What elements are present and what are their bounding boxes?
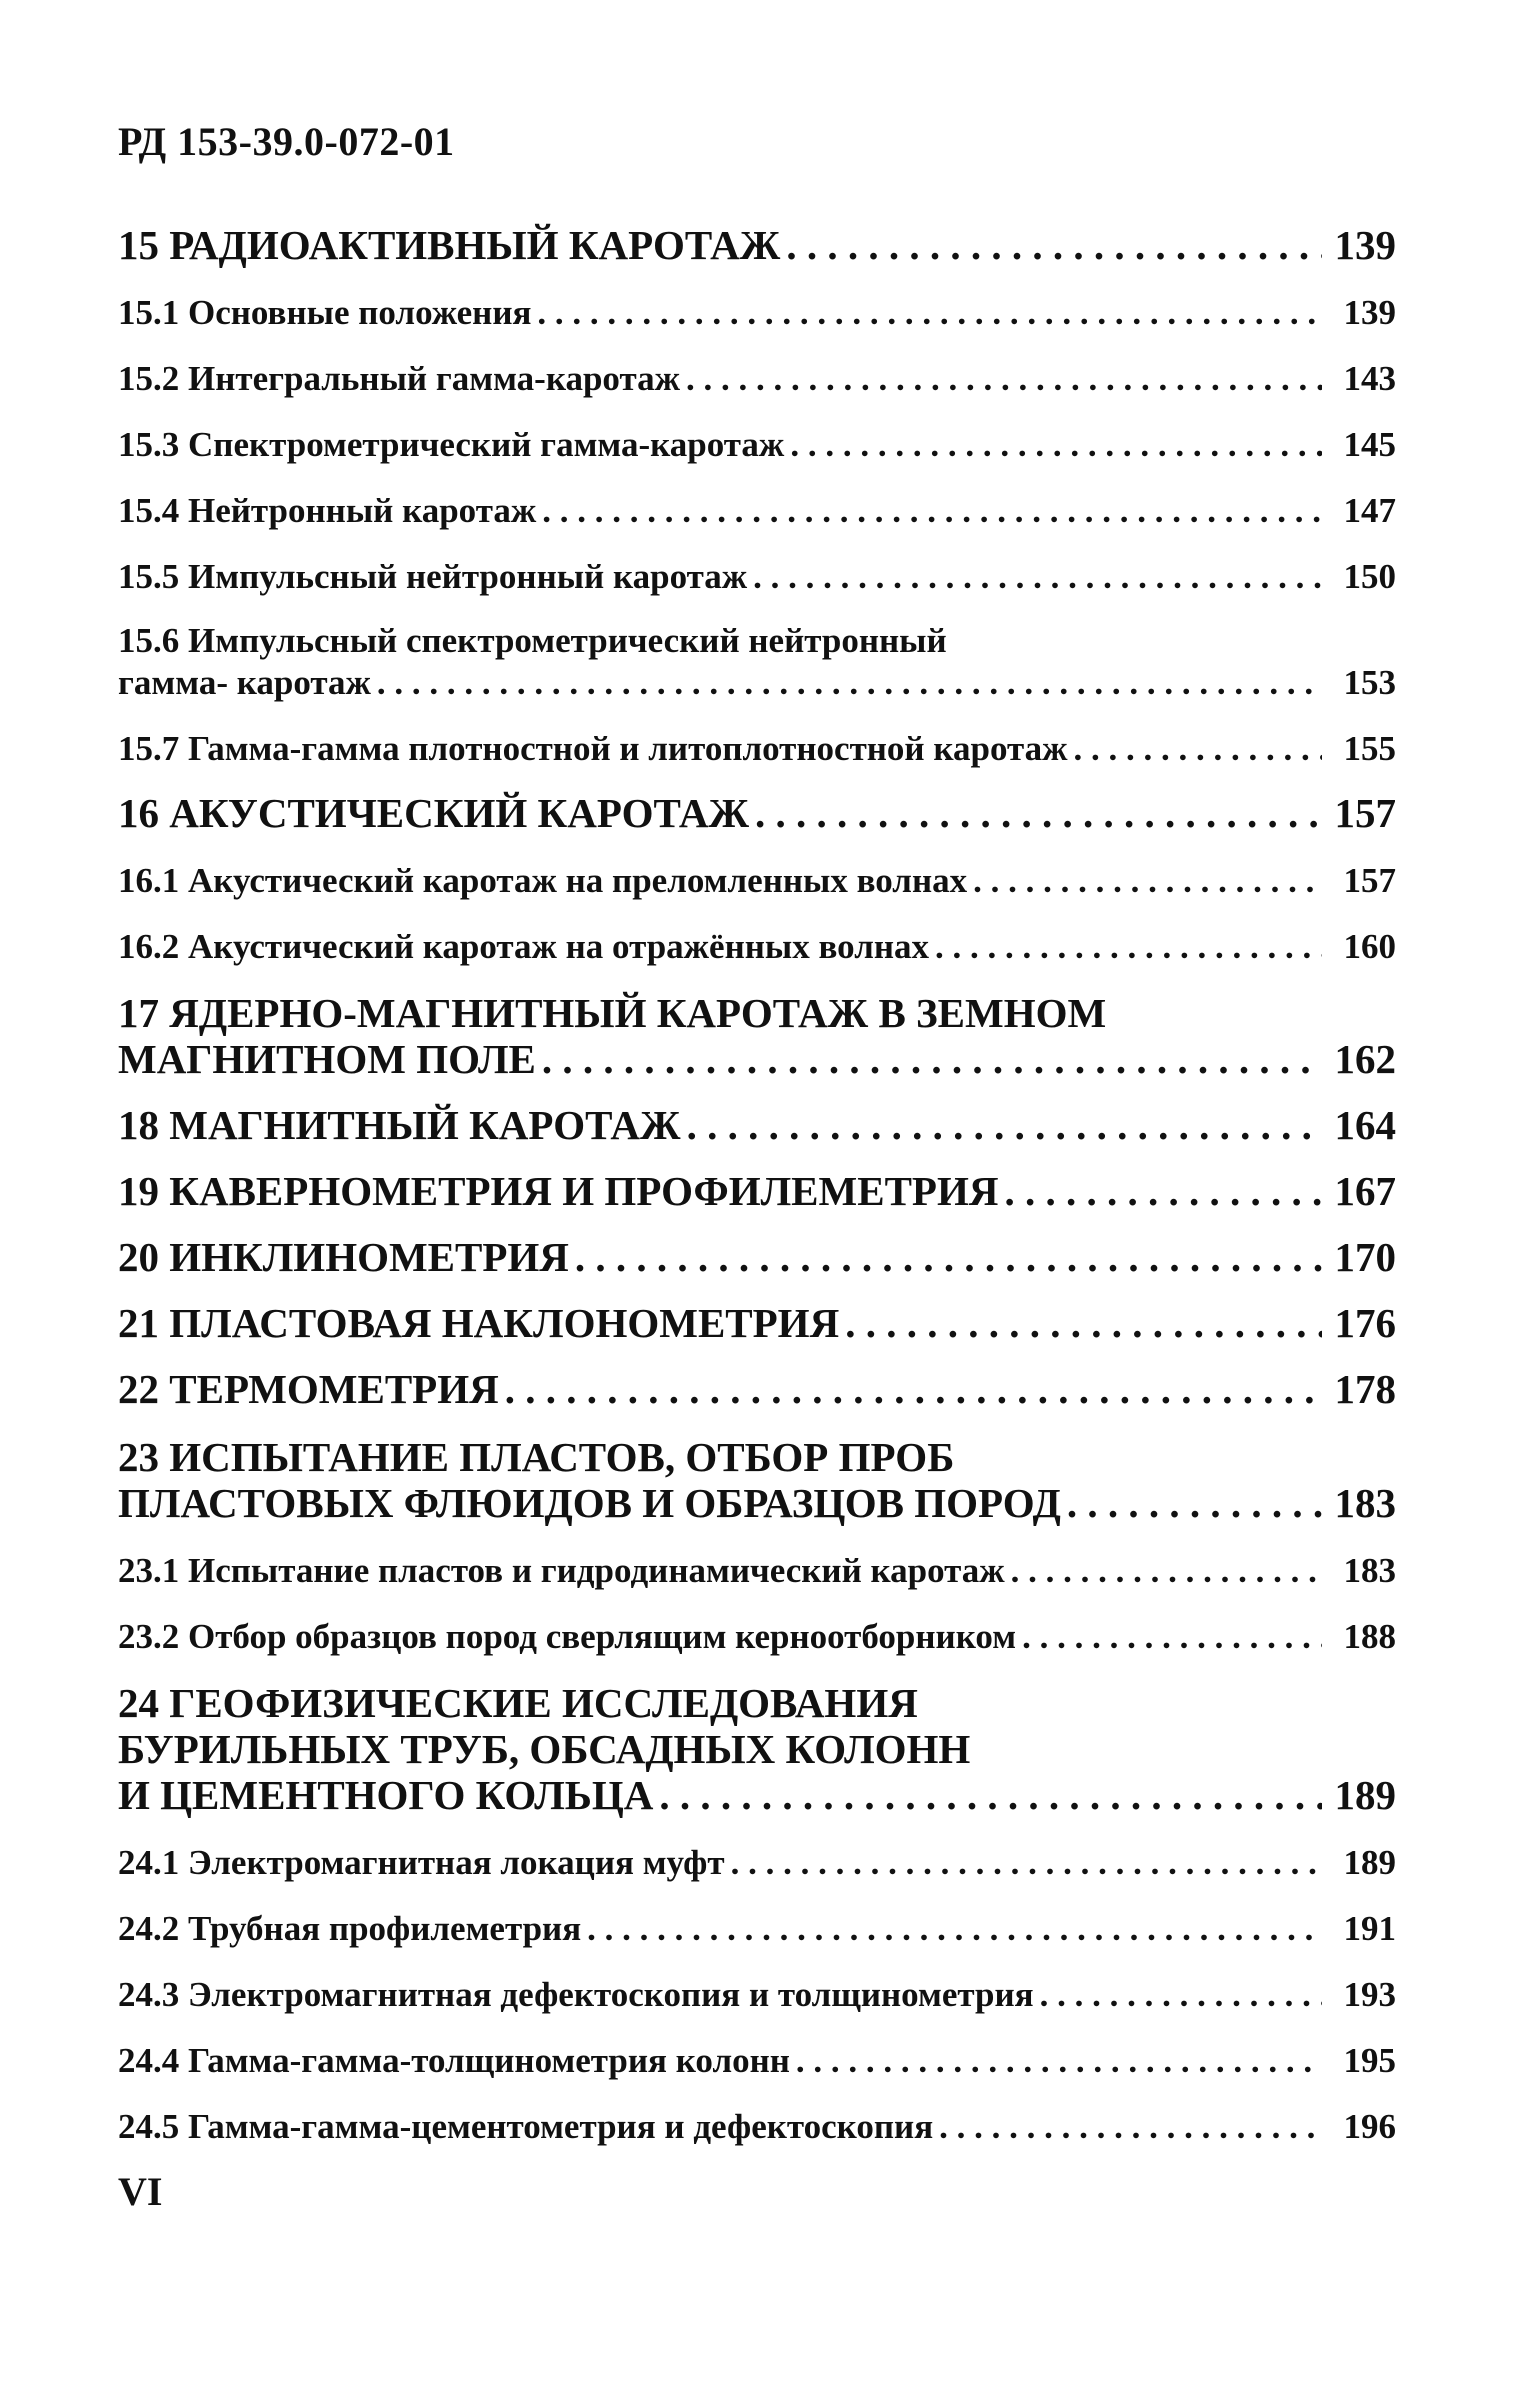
leader-dots	[1073, 728, 1322, 778]
toc-entry-page: 162	[1334, 1036, 1396, 1082]
toc-entry-page: 143	[1343, 359, 1396, 398]
toc-entry-title: 15.5 Импульсный нейтронный каротаж	[118, 557, 748, 596]
toc-entry-title: 15.1 Основные положения	[118, 293, 532, 332]
leader-dots	[935, 926, 1322, 976]
toc-entry-page: 157	[1334, 790, 1396, 836]
leader-dots	[659, 1772, 1322, 1826]
toc-entry-page: 196	[1343, 2107, 1396, 2146]
leader-dots	[731, 1842, 1322, 1892]
toc-entry-24-5[interactable]	[118, 2090, 1396, 2156]
toc-entry-title: 16.1 Акустический каротаж на преломленных волнах	[118, 861, 968, 900]
toc-entry-page: 160	[1343, 927, 1396, 966]
toc-entry-page: 178	[1334, 1366, 1396, 1412]
leader-dots	[753, 556, 1322, 606]
toc-entry-15-6[interactable]	[118, 606, 1396, 712]
toc-entry-page: 170	[1334, 1234, 1396, 1280]
toc-entry-title: 18 МАГНИТНЫЙ КАРОТАЖ	[118, 1102, 681, 1148]
leader-dots	[686, 358, 1322, 408]
leader-dots	[1011, 1550, 1322, 1600]
toc-entry-page: 145	[1343, 425, 1396, 464]
toc-entry-23[interactable]	[118, 1420, 1396, 1534]
toc-entry-15[interactable]	[118, 210, 1396, 276]
toc-entry-16-2[interactable]	[118, 910, 1396, 976]
toc-entry-17[interactable]	[118, 976, 1396, 1090]
toc-entry-24-3[interactable]	[118, 1958, 1396, 2024]
toc-entry-title: 16.2 Акустический каротаж на отражённых волнах	[118, 927, 929, 966]
toc-entry-title: 24.1 Электромагнитная локация муфт	[118, 1843, 725, 1882]
toc-entry-title: 15.2 Интегральный гамма-каротаж	[118, 359, 680, 398]
toc-entry-title: 20 ИНКЛИНОМЕТРИЯ	[118, 1234, 569, 1280]
leader-dots	[845, 1300, 1322, 1354]
leader-dots	[575, 1234, 1322, 1288]
toc-entry-page: 139	[1334, 222, 1396, 268]
toc-entry-24-2[interactable]	[118, 1892, 1396, 1958]
toc-entry-15-7[interactable]	[118, 712, 1396, 778]
toc-entry-title-line1: 24 ГЕОФИЗИЧЕСКИЕ ИССЛЕДОВАНИЯ	[118, 1680, 918, 1726]
toc-entry-page: 189	[1334, 1772, 1396, 1818]
toc-entry-title: 24.4 Гамма-гамма-толщинометрия колонн	[118, 2041, 790, 2080]
toc-entry-title-line1: 17 ЯДЕРНО-МАГНИТНЫЙ КАРОТАЖ В ЗЕМНОМ	[118, 990, 1107, 1036]
page-folio: VI	[118, 2169, 163, 2214]
table-of-contents	[118, 210, 1396, 2156]
toc-entry-title-line1b: БУРИЛЬНЫХ ТРУБ, ОБСАДНЫХ КОЛОНН	[118, 1726, 971, 1772]
toc-entry-22[interactable]	[118, 1354, 1396, 1420]
leader-dots	[377, 662, 1322, 712]
toc-entry-title: 21 ПЛАСТОВАЯ НАКЛОНОМЕТРИЯ	[118, 1300, 840, 1346]
toc-entry-title-line2: МАГНИТНОМ ПОЛЕ	[118, 1036, 536, 1082]
toc-entry-title: 15 РАДИОАКТИВНЫЙ КАРОТАЖ	[118, 222, 781, 268]
toc-entry-page: 147	[1343, 491, 1396, 530]
toc-entry-page: 167	[1334, 1168, 1396, 1214]
toc-entry-page: 164	[1334, 1102, 1396, 1148]
toc-entry-15-1[interactable]	[118, 276, 1396, 342]
toc-entry-title: 16 АКУСТИЧЕСКИЙ КАРОТАЖ	[118, 790, 749, 836]
toc-entry-24-4[interactable]	[118, 2024, 1396, 2090]
document-code: РД 153-39.0-072-01	[118, 119, 455, 164]
toc-entry-title: 23.1 Испытание пластов и гидродинамический каротаж	[118, 1551, 1005, 1590]
toc-entry-title: 24.5 Гамма-гамма-цементометрия и дефектоскопия	[118, 2107, 934, 2146]
leader-dots	[796, 2040, 1322, 2090]
toc-entry-page: 193	[1343, 1975, 1396, 2014]
leader-dots	[1067, 1480, 1322, 1534]
toc-entry-title-line2: ПЛАСТОВЫХ ФЛЮИДОВ И ОБРАЗЦОВ ПОРОД	[118, 1480, 1061, 1526]
toc-entry-title: 24.3 Электромагнитная дефектоскопия и толщинометрия	[118, 1975, 1034, 2014]
leader-dots	[939, 2106, 1322, 2156]
toc-entry-page: 188	[1343, 1617, 1396, 1656]
toc-entry-title: 15.7 Гамма-гамма плотностной и литоплотностной каротаж	[118, 729, 1068, 768]
leader-dots	[786, 222, 1322, 276]
toc-entry-page: 157	[1343, 861, 1396, 900]
toc-entry-23-1[interactable]	[118, 1534, 1396, 1600]
toc-entry-19[interactable]	[118, 1156, 1396, 1222]
leader-dots	[1004, 1168, 1322, 1222]
toc-entry-title-line2: гамма- каротаж	[118, 663, 371, 702]
leader-dots	[1022, 1616, 1322, 1666]
toc-entry-page: 189	[1343, 1843, 1396, 1882]
leader-dots	[587, 1908, 1322, 1958]
toc-entry-16[interactable]	[118, 778, 1396, 844]
toc-entry-15-5[interactable]	[118, 540, 1396, 606]
toc-entry-16-1[interactable]	[118, 844, 1396, 910]
toc-entry-page: 139	[1343, 293, 1396, 332]
leader-dots	[537, 292, 1322, 342]
toc-entry-18[interactable]	[118, 1090, 1396, 1156]
leader-dots	[687, 1102, 1322, 1156]
toc-entry-page: 155	[1343, 729, 1396, 768]
toc-entry-21[interactable]	[118, 1288, 1396, 1354]
leader-dots	[542, 490, 1322, 540]
toc-entry-page: 176	[1334, 1300, 1396, 1346]
toc-entry-15-4[interactable]	[118, 474, 1396, 540]
toc-entry-24-1[interactable]	[118, 1826, 1396, 1892]
toc-entry-page: 195	[1343, 2041, 1396, 2080]
toc-entry-title: 22 ТЕРМОМЕТРИЯ	[118, 1366, 499, 1412]
toc-entry-20[interactable]	[118, 1222, 1396, 1288]
toc-entry-title: 23.2 Отбор образцов пород сверлящим керноотборником	[118, 1617, 1017, 1656]
leader-dots	[790, 424, 1322, 474]
toc-entry-15-2[interactable]	[118, 342, 1396, 408]
toc-entry-title-line2: И ЦЕМЕНТНОГО КОЛЬЦА	[118, 1772, 654, 1818]
toc-entry-23-2[interactable]	[118, 1600, 1396, 1666]
toc-entry-title-line1: 23 ИСПЫТАНИЕ ПЛАСТОВ, ОТБОР ПРОБ	[118, 1434, 955, 1480]
leader-dots	[973, 860, 1322, 910]
toc-entry-24[interactable]	[118, 1666, 1396, 1826]
toc-entry-page: 183	[1343, 1551, 1396, 1590]
toc-entry-page: 183	[1334, 1480, 1396, 1526]
toc-entry-title-line1: 15.6 Импульсный спектрометрический нейтронный	[118, 621, 947, 660]
toc-entry-title: 24.2 Трубная профилеметрия	[118, 1909, 582, 1948]
leader-dots	[1040, 1974, 1322, 2024]
toc-entry-page: 191	[1343, 1909, 1396, 1948]
leader-dots	[755, 790, 1322, 844]
leader-dots	[542, 1036, 1322, 1090]
toc-entry-title: 15.4 Нейтронный каротаж	[118, 491, 537, 530]
toc-entry-15-3[interactable]	[118, 408, 1396, 474]
toc-entry-page: 153	[1343, 663, 1396, 702]
leader-dots	[505, 1366, 1322, 1420]
toc-entry-title: 15.3 Спектрометрический гамма-каротаж	[118, 425, 785, 464]
toc-entry-title: 19 КАВЕРНОМЕТРИЯ И ПРОФИЛЕМЕТРИЯ	[118, 1168, 999, 1214]
toc-entry-page: 150	[1343, 557, 1396, 596]
